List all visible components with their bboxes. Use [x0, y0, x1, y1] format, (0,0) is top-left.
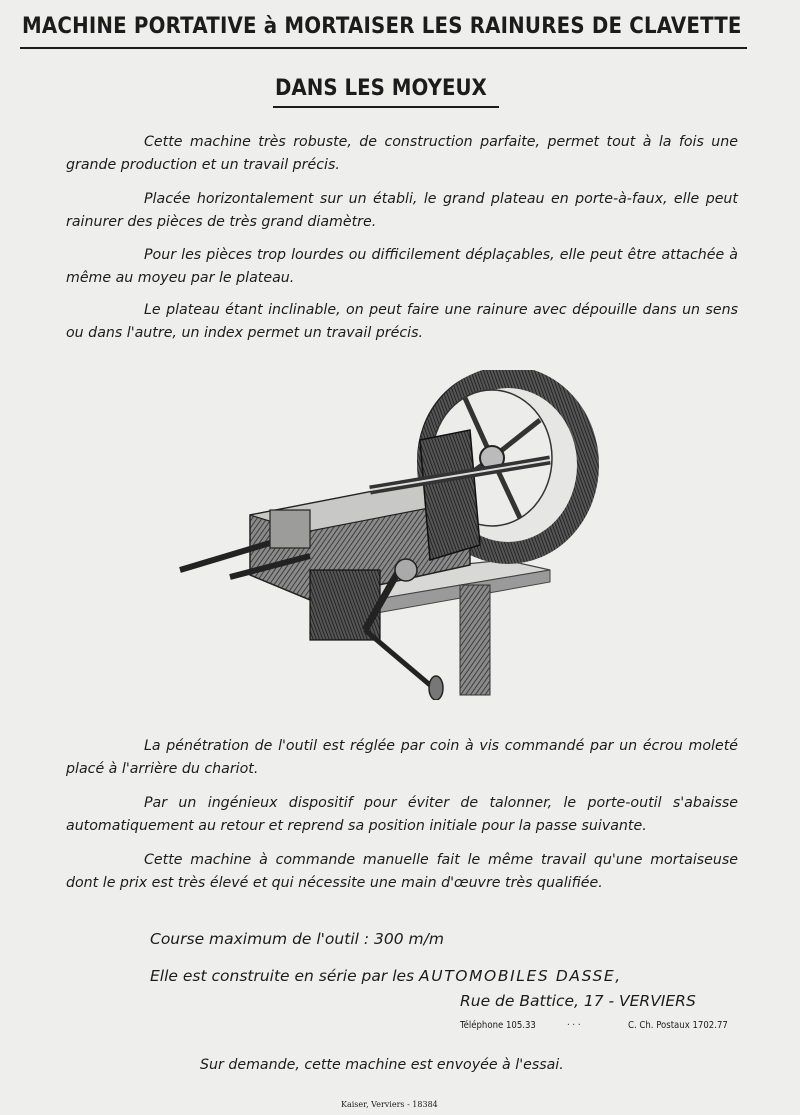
- paragraph-tilting-plate: Le plateau étant inclinable, on peut faire une rainure avec dépouille dans un sens ou dans l'autre, un index permet un travail précis.: [66, 302, 738, 341]
- printer-imprint: Kaiser, Verviers - 18384: [341, 1100, 438, 1109]
- course-spec: Course maximum de l'outil : 300 m/m: [150, 930, 444, 948]
- paragraph-robustness: Cette machine très robuste, de construction parfaite, permet tout à la fois une grande production et un travail précis.: [66, 134, 738, 173]
- document-title: MACHINE PORTATIVE à MORTAISER LES RAINURES DE CLAVETTE: [22, 14, 742, 39]
- manufacturer-address: Rue de Battice, 17 - VERVIERS: [460, 992, 696, 1010]
- manufacturer-prefix: Elle est construite en série par les: [150, 967, 415, 985]
- manufacturer-name: AUTOMOBILES DASSE,: [419, 967, 622, 985]
- separator-dots: · · ·: [567, 1020, 581, 1031]
- paragraph-manual-control: Cette machine à commande manuelle fait le même travail qu'une mortaiseuse dont le prix est très élevé et qui nécessite une main d'œuvre très qualifiée.: [66, 852, 738, 891]
- paragraph-tool-holder: Par un ingénieux dispositif pour éviter de talonner, le porte-outil s'abaisse automatiquement au retour et reprend sa position initiale pour la passe suivante.: [66, 795, 738, 834]
- machine-illustration-icon: [170, 370, 620, 700]
- contact-line: [460, 1020, 735, 1031]
- manufacturer-line: [150, 967, 622, 985]
- paragraph-heavy-parts: Pour les pièces trop lourdes ou difficilement déplaçables, elle peut être attachée à même au moyeu par le plateau.: [66, 247, 738, 286]
- telephone: Téléphone 105.33: [460, 1020, 536, 1031]
- paragraph-horizontal-use: Placée horizontalement sur un établi, le grand plateau en porte-à-faux, elle peut rainurer des pièces de très grand diamètre.: [66, 191, 738, 230]
- subtitle-underline: [273, 106, 499, 108]
- postal-account: C. Ch. Postaux 1702.77: [628, 1020, 728, 1031]
- paragraph-tool-penetration: La pénétration de l'outil est réglée par coin à vis commandé par un écrou moleté placé à l'arrière du chariot.: [66, 738, 738, 777]
- document-subtitle: DANS LES MOYEUX: [275, 76, 487, 101]
- title-underline: [20, 47, 747, 49]
- trial-offer: Sur demande, cette machine est envoyée à l'essai.: [200, 1057, 564, 1073]
